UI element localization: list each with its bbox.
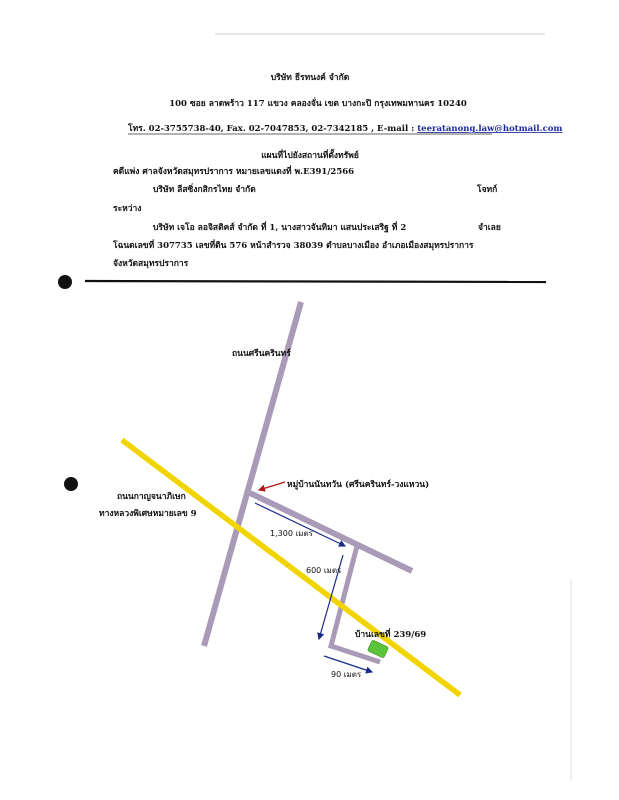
pointer-arrow [259,482,285,490]
plaintiff: บริษัท ลีสซิ่งกสิกรไทย จำกัด [153,185,256,195]
between-label: ระหว่าง [113,204,142,214]
company-name: บริษัท ธีรทนงค์ จำกัด [270,73,350,83]
label-distance-90: 90 เมตร [331,670,362,679]
defendant-role: จำเลย [478,223,501,233]
case-number: คดีแพ่ง ศาลจังหวัดสมุทรปราการ หมายเลขแดงที่ พ.E391/2566 [113,167,355,177]
contact-text: โทร. 02-3755738-40, Fax. 02-7047853, 02-7342185 , E-mail : [128,124,418,134]
title-deed: โฉนดเลขที่ 307735 เลขที่ดิน 576 หน้าสำรวจ 38039 ตำบลบางเมือง อำเภอเมืองสมุทรปราการ [113,241,474,251]
label-house-number: บ้านเลขที่ 239/69 [355,630,427,640]
direction-arrow [255,503,345,546]
punch-hole [58,275,72,289]
separator-line [85,281,546,282]
plaintiff-role: โจทก์ [477,185,498,195]
company-contact [127,123,562,134]
company-address: 100 ซอย ลาดพร้าว 117 แขวง คลองจั่น เขต บางกะปิ กรุงเทพมหานคร 10240 [169,99,467,109]
label-kanchanaphisek: ถนนกาญจนาภิเษก [117,492,186,502]
house-marker [367,640,388,658]
label-village: หมู่บ้านนันทวัน (ศรีนครินทร์-วงแหวน) [287,480,430,490]
punch-hole [64,477,78,491]
label-distance-1300: 1,300 เมตร [270,529,313,538]
label-srinakarin: ถนนศรีนครินทร์ [232,349,291,359]
location-map [99,302,460,695]
province: จังหวัดสมุทรปราการ [113,259,189,269]
label-distance-600: 600 เมตร [306,566,342,575]
document-title: แผนที่ไปยังสถานที่ตั้งทรัพย์ [261,151,359,161]
email-link[interactable]: teeratanong.law@hotmail.com [417,124,563,134]
defendants: บริษัท เจโอ ลอจิสติคส์ จำกัด ที่ 1, นางสาวจันทิมา แสนประเสริฐ ที่ 2 [153,223,407,233]
label-highway: ทางหลวงพิเศษหมายเลข 9 [99,509,197,519]
